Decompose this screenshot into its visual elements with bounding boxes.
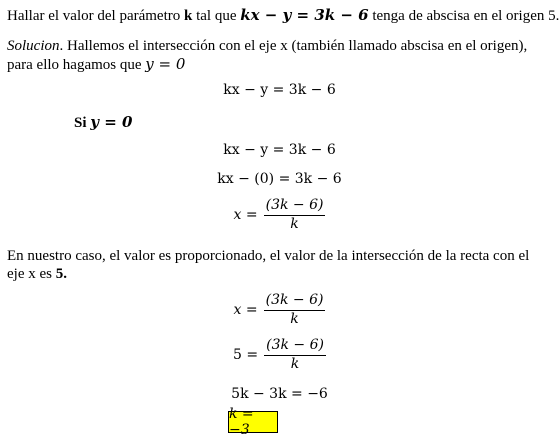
equation-5-denominator: k [290, 311, 299, 327]
equation-5-numerator: (3k − 6) [264, 292, 326, 311]
equation-6-lhs: 5 = [233, 347, 259, 363]
solution-line-2 [7, 55, 185, 74]
problem-equation: kx − y = 3k − 6 [240, 6, 369, 24]
equation-5-fraction [264, 292, 326, 328]
equation-4-fraction [264, 197, 326, 233]
equation-5-lhs: x = [233, 302, 258, 318]
equation-4-lhs: x = [233, 207, 258, 223]
context-line-1: En nuestro caso, el valor es proporcionado, el valor de la intersección de la recta con el [7, 248, 530, 264]
problem-rest: tenga de abscisa en el origen 5. [368, 8, 559, 24]
problem-statement [7, 6, 559, 25]
solution-text-1: . Hallemos el intersección con el eje x (también llamado abscisa en el origen), [59, 38, 528, 54]
equation-1: kx − y = 3k − 6 [223, 82, 336, 98]
solution-line-1 [7, 37, 527, 55]
solution-label: Solucion [7, 38, 60, 54]
problem-tal-que: tal que [192, 8, 241, 24]
equation-6-numerator: (3k − 6) [264, 337, 326, 356]
equation-3: kx − (0) = 3k − 6 [217, 171, 342, 187]
context-line-2-value: 5. [55, 266, 67, 282]
si-condition [74, 113, 132, 132]
context-line-2-prefix: eje x es [7, 266, 56, 282]
equation-7: 5k − 3k = −6 [231, 386, 328, 402]
equation-4-numerator: (3k − 6) [264, 197, 326, 216]
problem-k-param: k [184, 8, 193, 24]
answer-box: k = −3 [228, 411, 278, 433]
context-line-2 [7, 265, 67, 283]
equation-4 [0, 197, 559, 233]
equation-4-denominator: k [290, 216, 299, 232]
equation-2: kx − y = 3k − 6 [223, 142, 336, 158]
solution-text-2-prefix: para ello hagamos que [7, 57, 146, 73]
si-math: y = 0 [90, 113, 133, 131]
solution-text-2-math: y = 0 [145, 55, 186, 73]
equation-6-denominator: k [290, 356, 300, 372]
problem-intro: Hallar el valor del parámetro [7, 8, 184, 24]
si-label: Si [74, 115, 91, 131]
equation-6 [0, 337, 559, 373]
equation-5 [0, 292, 559, 328]
equation-6-fraction [264, 337, 326, 373]
